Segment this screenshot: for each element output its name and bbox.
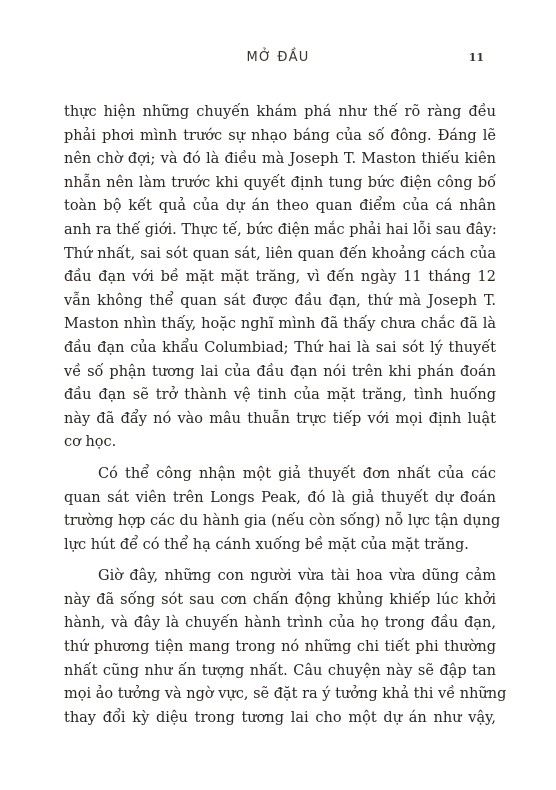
text-line: thực hiện những chuyến khám phá như thế rõ ràng đều (64, 104, 496, 120)
text-line: thay đổi kỳ diệu trong tương lai cho một dự án như vậy, (64, 709, 496, 726)
text-line: nên chờ đợi; và đó là điều mà Joseph T. Maston thiếu kiên (64, 151, 496, 168)
text-line: toàn bộ kết quả của dự án theo quan điểm của cá nhân (64, 198, 496, 215)
text-line: Maston nhìn thấy, hoặc nghĩ mình đã thấy chưa chắc đã là (64, 316, 496, 333)
text-line: phải phơi mình trước sự nhạo báng của số đông. Đáng lẽ (64, 127, 496, 144)
text-line: mọi ảo tưởng và ngờ vực, sẽ đặt ra ý tưởng khả thi về những (64, 686, 507, 703)
text-line: quan sát viên trên Longs Peak, đó là giả thuyết dự đoán (64, 489, 496, 506)
paragraph-1 (64, 101, 496, 455)
paragraph-2 (64, 463, 501, 557)
text-line: thứ phương tiện mang trong nó những chi tiết phi thường (64, 639, 496, 656)
text-line: Giờ đây, những con người vừa tài hoa vừa dũng cảm (98, 568, 496, 585)
text-line: đầu đạn sẽ trở thành vệ tinh của mặt trăng, tình huống (64, 387, 496, 404)
text-line: Thứ nhất, sai sót quan sát, liên quan đến khoảng cách của (64, 245, 496, 262)
text-line: lực hút để có thể hạ cánh xuống bề mặt của mặt trăng. (64, 536, 469, 553)
text-line: này đã sống sót sau cơn chấn động khủng khiếp lúc khởi (64, 591, 496, 608)
text-line: cơ học. (64, 434, 117, 451)
text-line: anh ra thế giới. Thực tế, bức điện mắc phải hai lỗi sau đây: (64, 221, 497, 238)
text-line: trường hợp các du hành gia (nếu còn sống) nỗ lực tận dụng (64, 513, 501, 530)
text-line: nhẫn nên làm trước khi quyết định tung bức điện công bố (64, 174, 496, 191)
body-text (64, 101, 507, 730)
text-line: vẫn không thể quan sát được đầu đạn, thứ mà Joseph T. (64, 292, 496, 309)
chapter-running-head: MỞ ĐẦU (246, 50, 310, 65)
text-line: về số phận tương lai của đầu đạn nói trên khi phán đoán (64, 363, 496, 380)
text-line: hành, và đây là chuyến hành trình của họ trong đầu đạn, (64, 615, 496, 632)
text-line: này đã đẩy nó vào mâu thuẫn trực tiếp với mọi định luật (64, 410, 496, 427)
text-line: đầu đạn với bề mặt mặt trăng, vì đến ngày 11 tháng 12 (64, 269, 496, 286)
paragraph-3 (64, 565, 507, 730)
text-line: Có thể công nhận một giả thuyết đơn nhất của các (98, 465, 496, 482)
page-number: 11 (468, 51, 484, 64)
text-line: nhất cũng như ấn tượng nhất. Câu chuyện này sẽ đập tan (64, 662, 496, 679)
text-line: đầu đạn của khẩu Columbiad; Thứ hai là sai sót lý thuyết (64, 339, 496, 356)
